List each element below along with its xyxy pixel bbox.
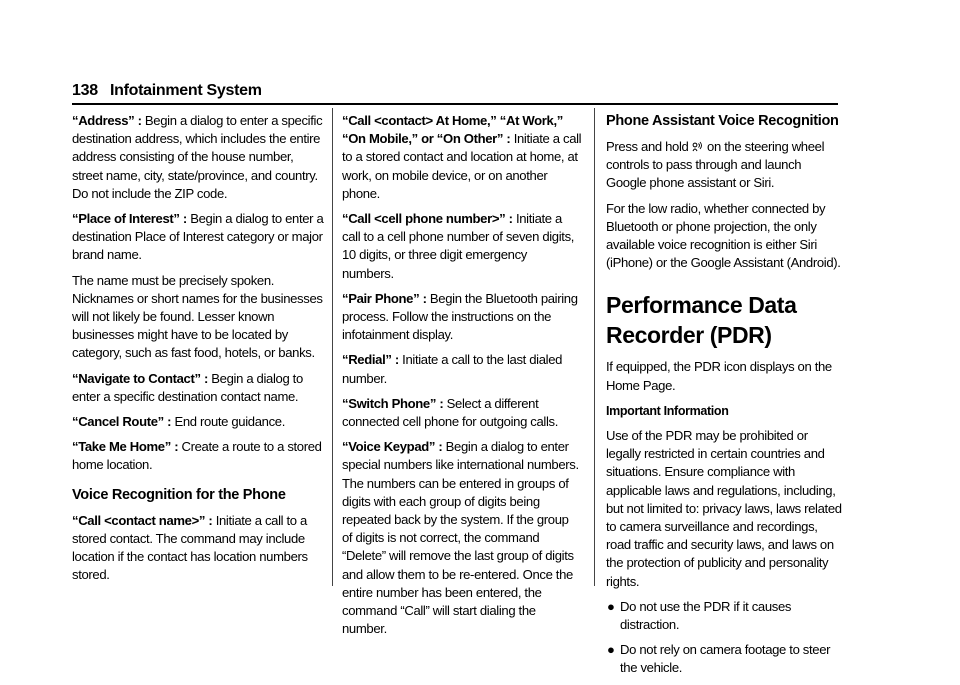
command-description: Select a different connected cell phone for outgoing calls. — [342, 395, 559, 430]
command-description: Begin a dialog to enter a specific destination contact name. — [72, 370, 303, 404]
page-header — [72, 82, 838, 104]
navigate-contact-entry — [72, 370, 324, 406]
command-term: “Take Me Home” : — [72, 439, 179, 455]
command-description: Initiate a call to a stored contact. The command may include location if the contact has location numbers stored. — [72, 512, 308, 583]
redial-entry — [342, 351, 582, 387]
column-2 — [342, 112, 582, 645]
command-description: Begin the Bluetooth pairing process. Follow the instructions on the infotainment display. — [342, 290, 578, 343]
column-3 — [606, 112, 842, 685]
assistant-heading: Phone Assistant Voice Recognition — [606, 113, 839, 129]
bullet-icon: ● — [607, 642, 615, 658]
page-number: 138 — [72, 82, 98, 99]
command-term: “Address” : — [72, 113, 142, 128]
command-term: “Switch Phone” : — [342, 395, 444, 411]
command-term: “Call <cell phone number>” : — [342, 211, 513, 227]
important-heading: Important Information — [606, 403, 729, 418]
command-term: “Pair Phone” : — [342, 290, 427, 306]
column-divider — [332, 108, 333, 586]
list-item-text: Do not rely on camera footage to steer the vehicle. — [620, 642, 831, 676]
pdr-heading-line-2: Recorder (PDR) — [606, 322, 772, 349]
command-term: “Place of Interest” : — [72, 211, 187, 227]
phone-voice-heading: Voice Recognition for the Phone — [72, 486, 286, 503]
call-number-entry — [342, 210, 582, 283]
command-term: “Voice Keypad” : — [342, 439, 443, 455]
cancel-route-entry — [72, 413, 324, 431]
section-title: Infotainment System — [110, 82, 262, 99]
call-contact-entry — [72, 512, 324, 585]
press-hold-rest: on the steering wheel controls to pass through and launch Google phone assistant or Siri. — [606, 139, 825, 191]
press-hold-lead: Press and hold — [606, 139, 692, 154]
command-term: “Call <contact> At Home,” “At Work,” “On Mobile,” or “On Other” : — [342, 113, 563, 147]
command-description: Begin a dialog to enter special numbers like international numbers. The numbers can be entered in groups of digits with each group of digits being repeated back by the system. If the group of digits is not correct, the command “Delete” will remove the last group of digits and allow them to be re-entered. Once the entire number has been entered, the command “Call” will start dialing the number. — [342, 439, 579, 637]
pdr-intro: If equipped, the PDR icon displays on the Home Page. — [606, 359, 832, 393]
important-text: Use of the PDR may be prohibited or legally restricted in certain countries and situations. Ensure compliance with applicable laws and regulations, including, but not limited to: privacy laws, laws related to camera surveillance and recordings, road traffic and security laws, and laws on the protection of publicity and personality rights. — [606, 428, 842, 589]
voice-keypad-entry — [342, 438, 582, 638]
poi-entry — [72, 210, 324, 265]
command-description: Initiate a call to a stored contact and location at home, at work, on mobile device, or on another phone. — [342, 131, 582, 201]
take-me-home-entry — [72, 438, 324, 474]
command-term: “Redial” : — [342, 352, 399, 368]
list-item-text: Do not use the PDR if it causes distraction. — [620, 598, 792, 633]
low-radio-text: For the low radio, whether connected by Bluetooth or phone projection, the only available voice recognition is either Siri (iPhone) or the Google Assistant (Android). — [606, 200, 841, 271]
spoken-note: The name must be precisely spoken. Nicknames or short names for the businesses will not likely be found. Lesser known businesses might have to be located by category, such as fast food, hotels, or banks. — [72, 272, 323, 361]
command-description: Begin a dialog to enter a specific destination address, which includes the entire address consisting of the house number, street name, city, state/province, and country. Do not include the ZIP code. — [72, 113, 323, 201]
column-divider — [594, 108, 595, 586]
command-description: End route guidance. — [171, 414, 286, 430]
list-item — [606, 598, 842, 634]
pdr-bullet-list — [606, 598, 842, 678]
bullet-icon: ● — [607, 598, 615, 614]
list-item — [606, 641, 842, 677]
pdr-heading-line-1: Performance Data — [606, 292, 797, 319]
command-description: Create a route to a stored home location. — [72, 439, 322, 473]
command-term: “Cancel Route” : — [72, 414, 172, 430]
pair-phone-entry — [342, 290, 582, 345]
command-description: Begin a dialog to enter a destination Place of Interest category or major brand name. — [72, 211, 324, 263]
press-hold-text — [606, 138, 842, 193]
call-at-entry — [342, 112, 582, 203]
switch-phone-entry — [342, 395, 582, 431]
header-rule — [72, 103, 838, 105]
voice-recognition-icon — [692, 141, 703, 153]
address-entry — [72, 112, 324, 203]
command-description: Initiate a call to the last dialed number. — [342, 352, 563, 386]
pdr-heading — [606, 290, 842, 350]
column-1 — [72, 112, 324, 591]
command-description: Initiate a call to a cell phone number of seven digits, 10 digits, or three digit emergency numbers. — [342, 211, 575, 281]
command-term: “Navigate to Contact” : — [72, 370, 208, 386]
command-term: “Call <contact name>” : — [72, 512, 213, 528]
